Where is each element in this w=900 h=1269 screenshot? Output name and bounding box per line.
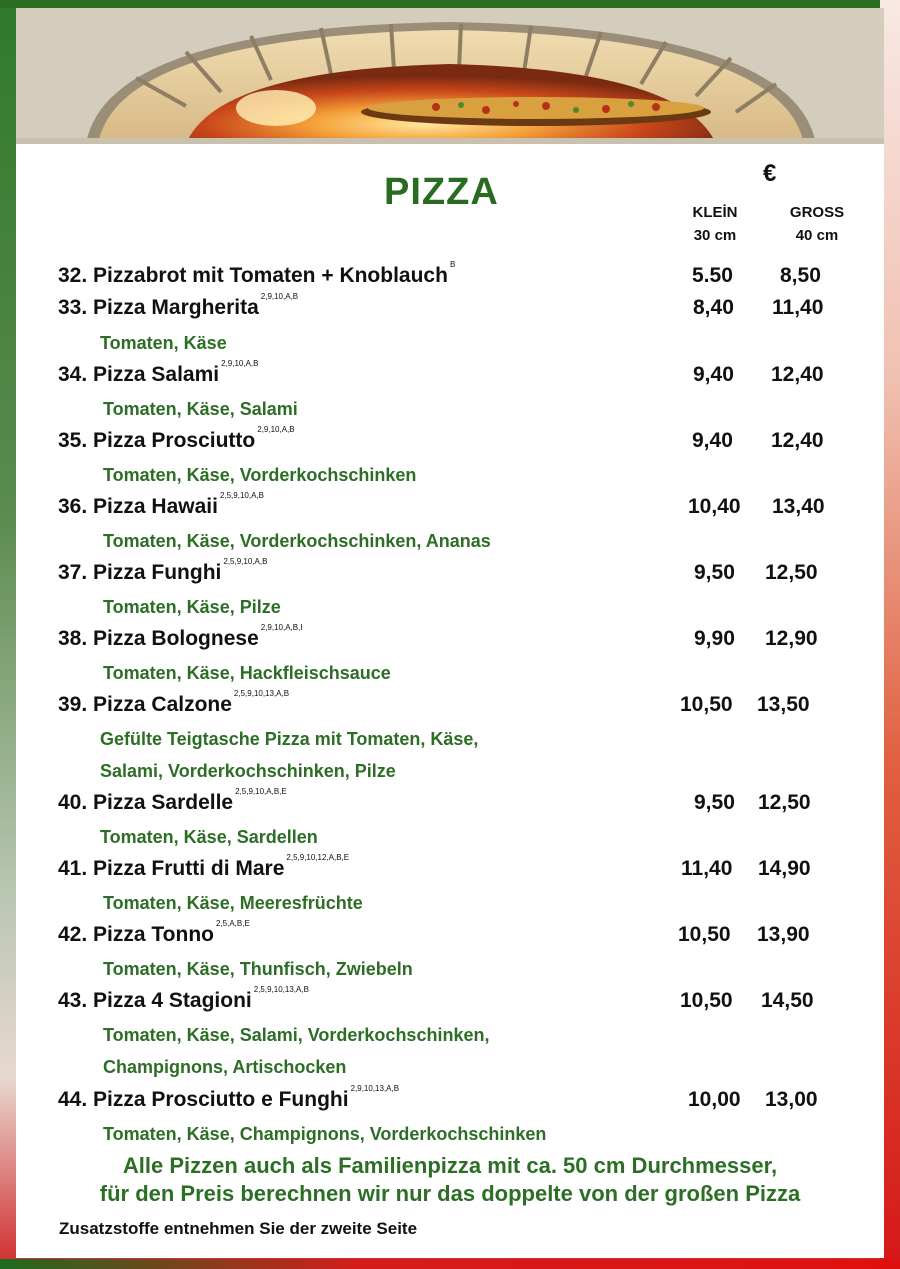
pizza-item-name	[58, 292, 299, 320]
pizza-ingredients: Tomaten, Käse, Vorderkochschinken, Ananas	[103, 531, 491, 551]
price-large: 13,90	[757, 923, 810, 946]
price-small: 9,40	[692, 429, 733, 452]
item-title: Pizza Frutti di Mare	[93, 857, 285, 880]
item-number: 42.	[58, 923, 88, 946]
item-title: Pizza Calzone	[93, 693, 232, 716]
pizza-ingredients: Tomaten, Käse, Sardellen	[100, 827, 318, 847]
price-small: 10,50	[678, 923, 731, 946]
additives-codes: 2,5,9,10,13,A,B	[233, 689, 290, 698]
additives-codes: 2,5,9,10,12,A,B,E	[286, 853, 350, 862]
price-large: 8,50	[780, 264, 821, 287]
item-number: 34.	[58, 363, 88, 386]
pizza-ingredients: Tomaten, Käse, Thunfisch, Zwiebeln	[103, 959, 413, 979]
pizza-ingredients: Tomaten, Käse	[100, 333, 227, 353]
item-number: 43.	[58, 989, 88, 1012]
pizza-item-name	[58, 689, 290, 717]
pizza-item-name	[58, 1084, 400, 1112]
family-pizza-note: Alle Pizzen auch als Familienpizza mit ca. 50 cm Durchmesser,	[122, 1153, 778, 1178]
pizza-item-name	[58, 985, 309, 1013]
pizza-item-name	[58, 623, 303, 651]
pizza-oven-image	[16, 8, 884, 144]
page-title: PIZZA	[384, 171, 499, 213]
pizza-ingredients: Gefülte Teigtasche Pizza mit Tomaten, Käse,	[100, 729, 479, 749]
menu-page	[16, 8, 884, 1258]
price-small: 5.50	[692, 264, 733, 287]
price-small: 9,50	[694, 561, 735, 584]
family-pizza-price-note: für den Preis berechnen wir nur das doppelte von der großen Pizza	[99, 1181, 801, 1206]
item-title: Pizza Bolognese	[93, 627, 259, 650]
price-small: 9,50	[694, 791, 735, 814]
price-small: 9,40	[693, 363, 734, 386]
item-title: Pizza Prosciutto e Funghi	[93, 1088, 349, 1111]
additives-codes: 2,5,9,10,A,B,E	[235, 787, 287, 796]
price-small: 10,50	[680, 989, 733, 1012]
item-number: 39.	[58, 693, 88, 716]
price-small: 10,50	[680, 693, 733, 716]
pizza-ingredients: Salami, Vorderkochschinken, Pilze	[100, 761, 396, 781]
additives-codes: 2,9,10,A,B,I	[260, 623, 303, 632]
price-small: 9,90	[694, 627, 735, 650]
item-number: 32.	[58, 264, 88, 287]
item-title: Pizza Funghi	[93, 561, 222, 584]
pizza-ingredients: Tomaten, Käse, Meeresfrüchte	[103, 893, 363, 913]
price-small: 10,00	[688, 1088, 741, 1111]
item-title: Pizza 4 Stagioni	[93, 989, 252, 1012]
additives-codes: 2,9,10,A,B	[260, 292, 299, 301]
column-large-label: GROSS	[789, 204, 845, 221]
top-border	[0, 0, 900, 8]
pizza-item-name	[58, 425, 295, 453]
price-large: 11,40	[772, 296, 824, 319]
item-title: Pizzabrot mit Tomaten + Knoblauch	[93, 264, 448, 287]
pizza-item-name	[58, 491, 264, 519]
item-title: Pizza Prosciutto	[93, 429, 256, 452]
additives-codes: 2,9,10,A,B	[221, 359, 259, 368]
bottom-border	[0, 1259, 900, 1269]
column-small-size: 30 cm	[693, 227, 737, 244]
item-title: Pizza Salami	[93, 363, 220, 386]
item-number: 36.	[58, 495, 88, 518]
pizza-ingredients: Tomaten, Käse, Hackfleischsauce	[103, 663, 391, 683]
price-small: 8,40	[693, 296, 734, 319]
item-number: 44.	[58, 1088, 88, 1111]
column-large-size: 40 cm	[795, 227, 839, 244]
price-large: 12,40	[771, 363, 824, 386]
additives-codes: 2,9,10,A,B	[257, 425, 295, 434]
item-number: 40.	[58, 791, 88, 814]
price-large: 14,90	[758, 857, 811, 880]
item-title: Pizza Hawaii	[93, 495, 218, 518]
pizza-item-name	[58, 557, 268, 585]
price-large: 14,50	[761, 989, 814, 1012]
additives-codes: 2,9,10,13,A,B	[350, 1084, 400, 1093]
column-small-label: KLEİN	[692, 204, 738, 221]
price-small: 11,40	[681, 857, 733, 880]
pizza-ingredients: Tomaten, Käse, Vorderkochschinken	[103, 465, 417, 485]
additives-codes: 2,5,9,10,13,A,B	[253, 985, 309, 994]
pizza-item-name	[58, 359, 259, 387]
item-number: 41.	[58, 857, 88, 880]
additives-codes: 2,5,A,B,E	[215, 919, 250, 928]
item-title: Pizza Margherita	[93, 296, 259, 319]
pizza-ingredients: Champignons, Artischocken	[103, 1057, 347, 1077]
additives-codes: 2,5,9,10,A,B	[219, 491, 264, 500]
price-small: 10,40	[688, 495, 741, 518]
price-large: 12,50	[765, 561, 818, 584]
additives-codes: B	[449, 260, 456, 269]
item-number: 35.	[58, 429, 88, 452]
price-large: 12,40	[771, 429, 824, 452]
item-number: 33.	[58, 296, 88, 319]
pizza-item-name	[58, 919, 250, 947]
item-number: 38.	[58, 627, 88, 650]
additives-codes: 2,5,9,10,A,B	[223, 557, 268, 566]
price-large: 12,90	[765, 627, 818, 650]
item-title: Pizza Tonno	[93, 923, 214, 946]
pizza-item-name	[58, 260, 456, 288]
item-title: Pizza Sardelle	[93, 791, 234, 814]
pizza-ingredients: Tomaten, Käse, Champignons, Vorderkochschinken	[103, 1124, 547, 1144]
price-large: 13,00	[765, 1088, 818, 1111]
pizza-ingredients: Tomaten, Käse, Salami	[103, 399, 298, 419]
pizza-ingredients: Tomaten, Käse, Salami, Vorderkochschinken,	[103, 1025, 490, 1045]
currency-symbol: €	[763, 160, 777, 187]
price-large: 13,40	[772, 495, 825, 518]
price-large: 12,50	[758, 791, 811, 814]
item-number: 37.	[58, 561, 88, 584]
pizza-item-name	[58, 787, 287, 815]
pizza-item-name	[58, 853, 350, 881]
additives-note: Zusatzstoffe entnehmen Sie der zweite Seite	[59, 1219, 418, 1238]
price-large: 13,50	[757, 693, 810, 716]
pizza-ingredients: Tomaten, Käse, Pilze	[103, 597, 281, 617]
